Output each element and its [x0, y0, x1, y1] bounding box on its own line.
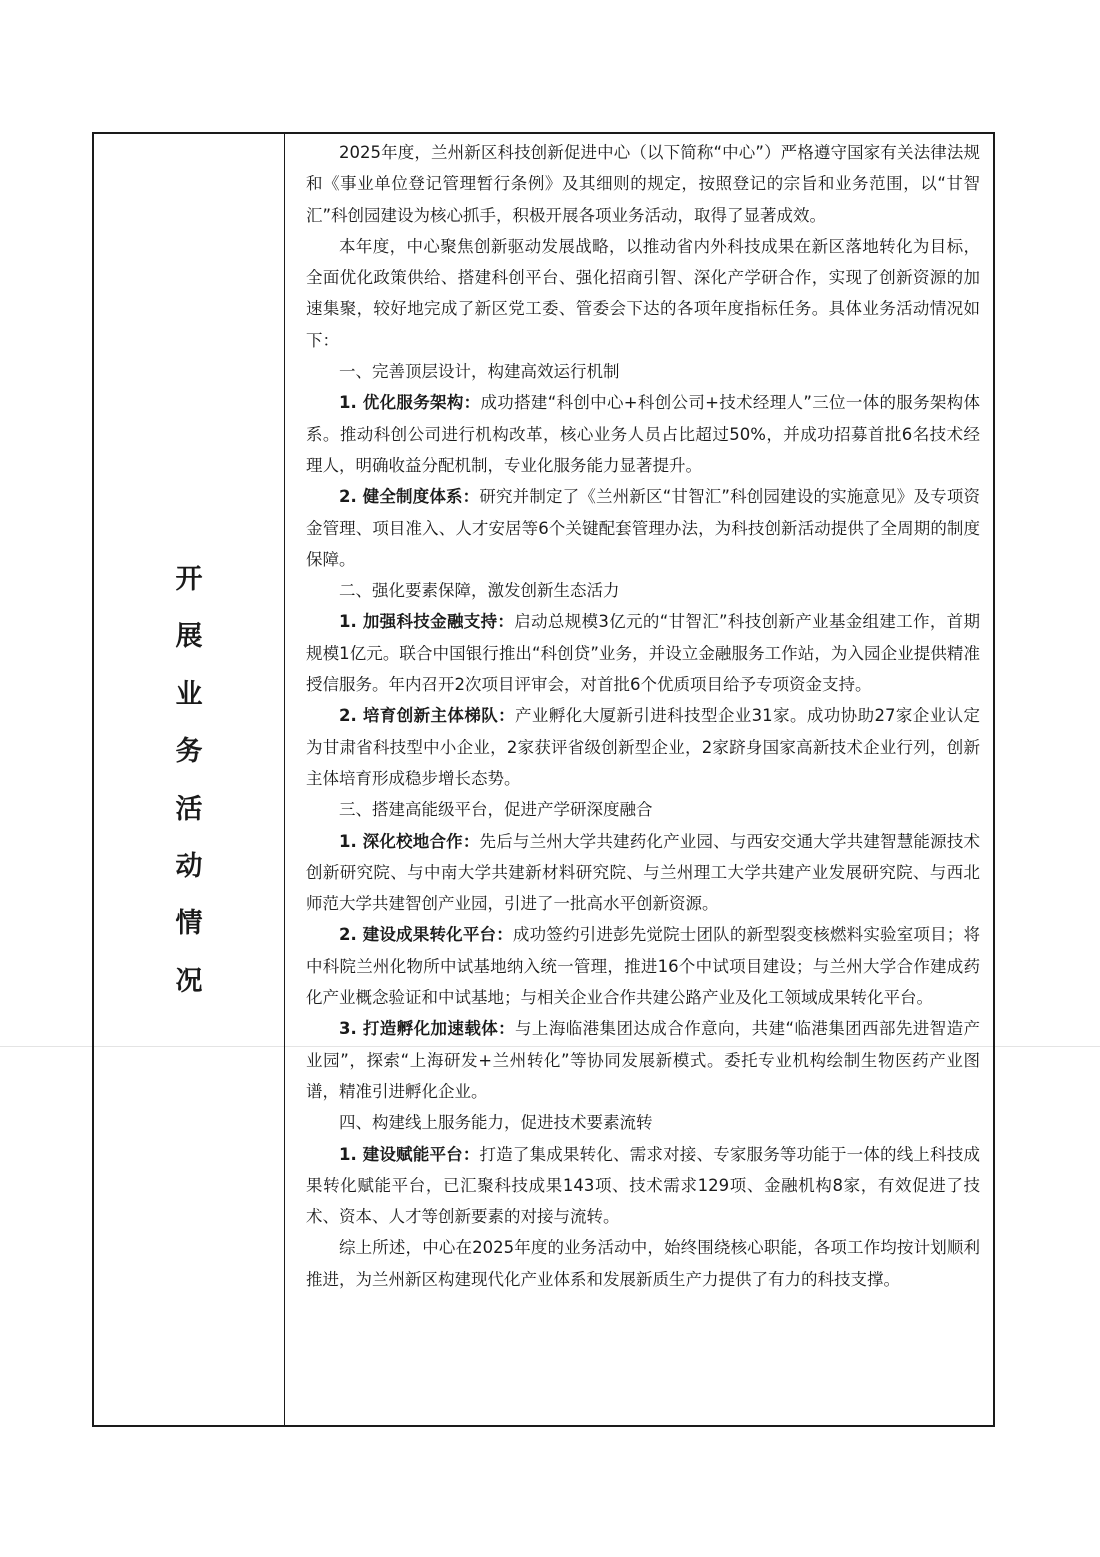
item-title: 1. 加强科技金融支持： [339, 612, 515, 632]
row-label-char: 况 [175, 965, 203, 997]
section-item [306, 606, 980, 700]
item-title: 2. 培育创新主体梯队： [339, 706, 516, 726]
item-text: 启动总规模3亿元的“甘智汇”科技创新产业基金组建工作，首期规模1亿元。联合中国银行推出“科创贷”业务，并设立金融服务工作站，为入园企业提供精准授信服务。年内召开2次项目评审会，对首批6个优质项目给予专项资金支持。 [306, 612, 980, 695]
row-label-char: 开 [175, 564, 203, 595]
section-heading: 一、完善顶层设计，构建高效运行机制 [339, 362, 620, 382]
section-heading: 二、强化要素保障，激发创新生态活力 [339, 581, 620, 601]
section-item [306, 387, 980, 481]
item-title: 2. 健全制度体系： [339, 487, 480, 507]
row-label-vertical [94, 551, 284, 1010]
section-item [306, 919, 980, 1013]
section-item [306, 1013, 980, 1107]
section-item [306, 481, 980, 575]
row-label-char: 展 [175, 621, 203, 653]
row-label-char: 情 [175, 908, 203, 940]
intro-paragraph: 本年度，中心聚焦创新驱动发展战略，以推动省内外科技成果在新区落地转化为目标，全面优化政策供给、搭建科创平台、强化招商引智、深化产学研合作，实现了创新资源的加速集聚，较好地完成了新区党工委、管委会下达的各项年度指标任务。具体业务活动情况如下： [306, 236, 980, 350]
item-text: 成功搭建“科创中心+科创公司+技术经理人”三位一体的服务架构体系。推动科创公司进行机构改革，核心业务人员占比超过50%，并成功招募首批6名技术经理人，明确收益分配机制，专业化服务能力显著提升。 [306, 393, 980, 475]
row-label-cell [94, 134, 284, 1425]
item-title: 1. 建设赋能平台： [339, 1144, 480, 1164]
section-heading: 三、搭建高能级平台，促进产学研深度融合 [339, 800, 653, 820]
item-title: 2. 建设成果转化平台： [339, 925, 513, 945]
section-item [306, 1139, 980, 1233]
row-label-char: 动 [175, 851, 203, 883]
item-text: 打造了集成果转化、需求对接、专家服务等功能于一体的线上科技成果转化赋能平台，已汇聚科技成果143项、技术需求129项、金融机构8家，有效促进了技术、资本、人才等创新要素的对接与流转。 [306, 1144, 981, 1227]
row-label-char: 活 [175, 793, 203, 825]
conclusion-paragraph: 综上所述，中心在2025年度的业务活动中，始终围绕核心职能，各项工作均按计划顺利推进，为兰州新区构建现代化产业体系和发展新质生产力提供了有力的科技支撑。 [306, 1238, 980, 1289]
item-text: 研究并制定了《兰州新区“甘智汇”科创园建设的实施意见》及专项资金管理、项目准入、人才安居等6个关键配套管理办法，为科技创新活动提供了全周期的制度保障。 [306, 487, 980, 569]
section-item [306, 700, 980, 794]
content-cell [306, 137, 980, 1295]
column-divider [284, 134, 285, 1425]
section-item [306, 826, 980, 920]
intro-paragraph: 2025年度，兰州新区科技创新促进中心（以下简称“中心”）严格遵守国家有关法律法规和《事业单位登记管理暂行条例》及其细则的规定，按照登记的宗旨和业务范围，以“甘智汇”科创园建设为核心抓手，积极开展各项业务活动，取得了显著成效。 [306, 143, 980, 225]
row-label-char: 业 [175, 678, 203, 710]
row-label-char: 务 [175, 736, 203, 768]
section-heading: 四、构建线上服务能力，促进技术要素流转 [339, 1113, 653, 1133]
item-title: 1. 深化校地合作： [339, 831, 480, 851]
item-title: 3. 打造孵化加速载体： [339, 1019, 516, 1039]
item-text: 产业孵化大厦新引进科技型企业31家。成功协助27家企业认定为甘肃省科技型中小企业，2家获评省级创新型企业，2家跻身国家高新技术企业行列，创新主体培育形成稳步增长态势。 [306, 706, 980, 788]
item-text: 与上海临港集团达成合作意向，共建“临港集团西部先进智造产业园”，探索“上海研发+兰州转化”等协同发展新模式。委托专业机构绘制生物医药产业图谱，精准引进孵化企业。 [306, 1019, 980, 1101]
item-text: 成功签约引进彭先觉院士团队的新型裂变核燃料实验室项目；将中科院兰州化物所中试基地纳入统一管理，推进16个中试项目建设；与兰州大学合作建成药化产业概念验证和中试基地；与相关企业合作共建公路产业及化工领域成果转化平台。 [306, 925, 980, 1008]
item-title: 1. 优化服务架构： [339, 393, 481, 413]
item-text: 先后与兰州大学共建药化产业园、与西安交通大学共建智慧能源技术创新研究院、与中南大学共建新材料研究院、与兰州理工大学共建产业发展研究院、与西北师范大学共建智创产业园，引进了一批高水平创新资源。 [306, 831, 981, 914]
activity-report-table [92, 132, 995, 1427]
